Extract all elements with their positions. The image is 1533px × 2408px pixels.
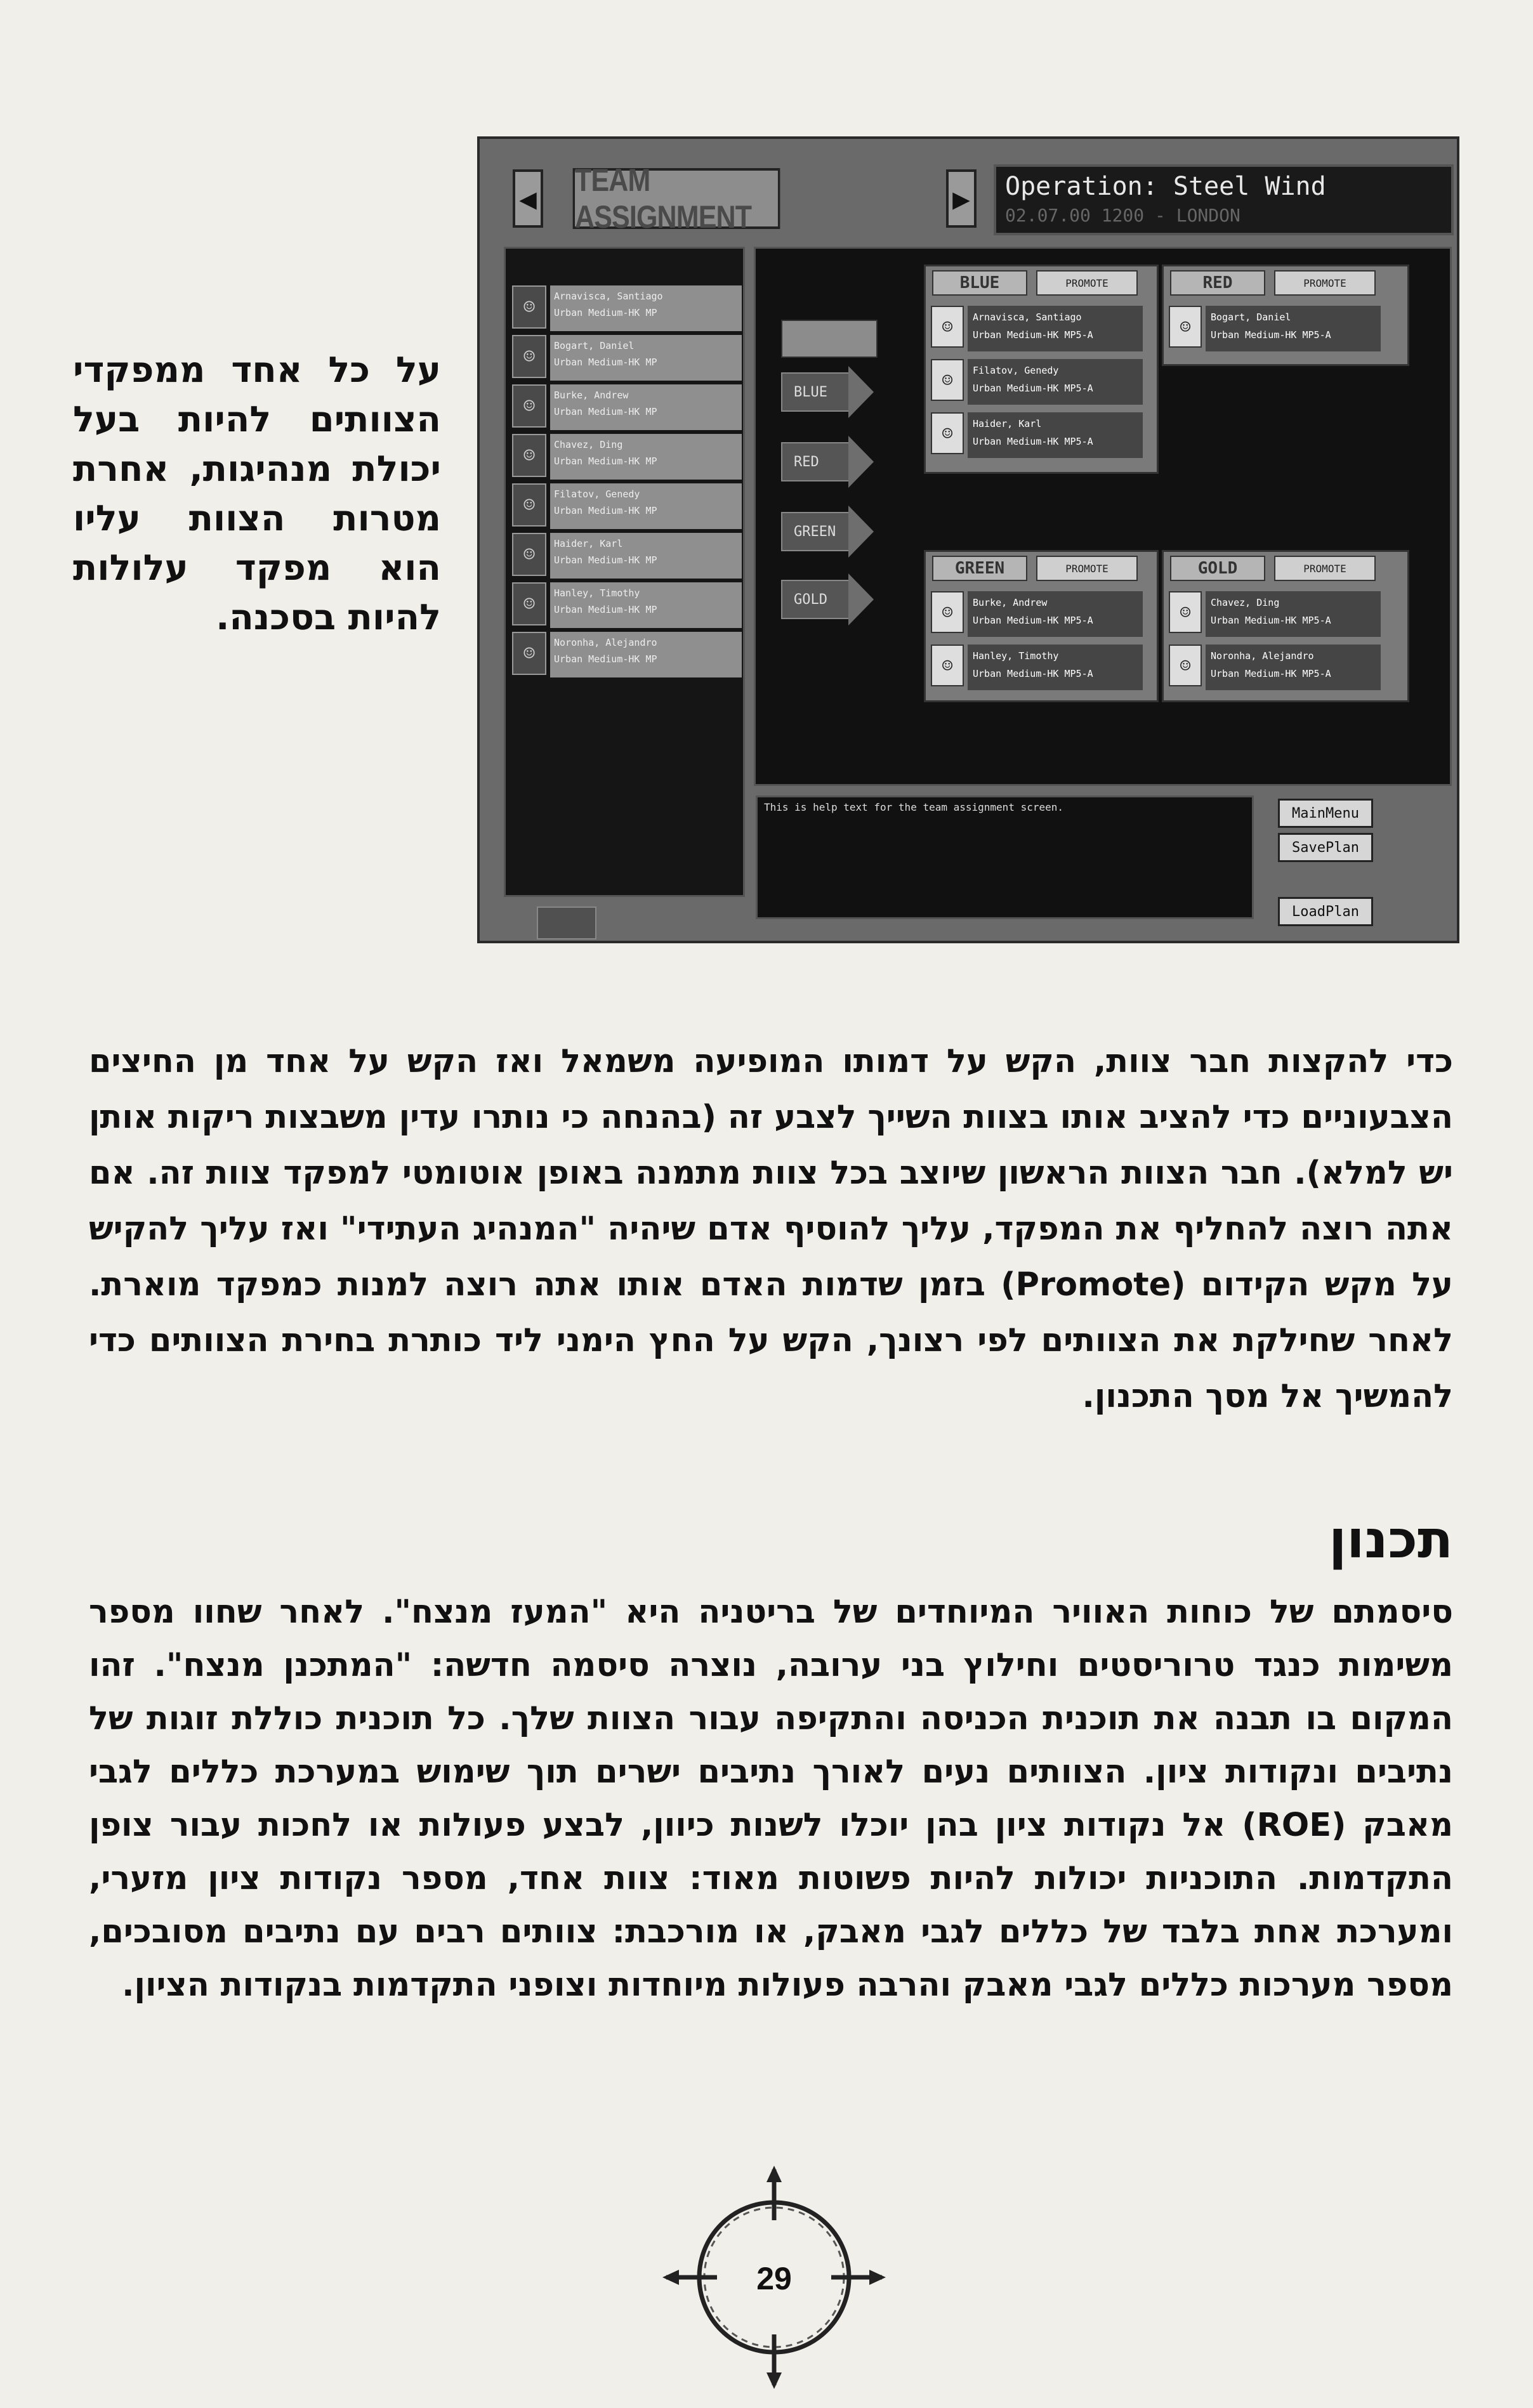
roster-name: Chavez, Ding [554,439,623,450]
member-name: Filatov, Genedy [973,365,1059,376]
soldier-portrait-icon: ☺ [931,412,964,454]
promote-button[interactable]: PROMOTE [1036,556,1138,581]
page-number-ornament [660,2163,888,2392]
member-name: Noronha, Alejandro [1211,650,1314,662]
team-member[interactable] [931,591,1143,637]
color-slot-blank [781,320,878,358]
team-header [1170,270,1376,296]
main-menu-button[interactable]: MainMenu [1278,799,1373,828]
roster-item-text [550,533,742,579]
promote-button[interactable]: PROMOTE [1036,270,1138,296]
roster-panel [504,247,745,897]
member-kit: Urban Medium-HK MP5-A [1211,615,1331,626]
roster-name: Haider, Karl [554,538,623,549]
roster-kit: Urban Medium-HK MP [554,505,657,516]
roster-name: Noronha, Alejandro [554,637,657,648]
roster-item-text [550,335,742,381]
roster-kit: Urban Medium-HK MP [554,653,657,665]
green-arrow-button[interactable] [781,506,876,558]
team-assignment-paragraph: כדי להקצות חבר צוות, הקש על דמותו המופיעה משמאל ואז הקש על אחד מן החיצים הצבעוניים כדי להציב אותו בצוות השייך לצבע זה (בהנחה כי נותרו עדין משבצות ריקות אותן יש למלא). חבר הצוות הראשון שיוצב בכל צוות מתמנה באופן אוטומטי למפקד צוות זה. אם אתה רוצה להחליף את המפקד, עליך להוסיף אדם שיהיה "המנהיג העתידי" ואז עליך להקיש על מקש הקידום (Promote) בזמן שדמות האדם אותו אתה רוצה למנות כמפקד מוארת. לאחר שחילקת את הצוותים לפי רצונך, הקש על החץ הימני ליד כותרת בחירת הצוותים כדי להמשיך אל מסך התכנון. [89,1043,1453,1415]
roster-item-text [550,285,742,331]
roster-item-text [550,632,742,677]
roster-kit: Urban Medium-HK MP [554,455,657,467]
soldier-portrait-icon: ☺ [512,434,546,477]
soldier-portrait-icon: ☺ [512,582,546,625]
member-text [968,591,1143,637]
roster-name: Arnavisca, Santiago [554,291,663,302]
team-member[interactable] [931,359,1143,405]
soldier-portrait-icon: ☺ [931,591,964,633]
soldier-portrait-icon: ☺ [512,483,546,527]
operation-title: Operation: Steel Wind [1005,172,1326,201]
soldier-portrait-icon: ☺ [931,359,964,401]
operation-subtitle: 02.07.00 1200 - LONDON [1005,205,1240,226]
member-name: Bogart, Daniel [1211,311,1291,323]
roster-item-text [550,483,742,529]
blue-arrow-button[interactable] [781,366,876,418]
roster-item[interactable] [512,582,742,628]
team-red-box [1162,265,1409,366]
roster-kit: Urban Medium-HK MP [554,307,657,318]
arrow-right-icon: ▶ [952,181,970,216]
roster-kit: Urban Medium-HK MP [554,604,657,615]
roster-item[interactable] [512,632,742,677]
soldier-portrait-icon: ☺ [512,533,546,576]
soldier-portrait-icon: ☺ [512,285,546,329]
blue-arrow-label: BLUE [781,372,850,412]
member-name: Haider, Karl [973,418,1042,429]
team-member[interactable] [1169,645,1381,690]
roster-item-text [550,384,742,430]
gold-arrow-button[interactable] [781,573,876,625]
roster-name: Burke, Andrew [554,389,629,401]
member-kit: Urban Medium-HK MP5-A [1211,668,1331,679]
member-kit: Urban Medium-HK MP5-A [973,329,1093,341]
team-header [932,556,1138,581]
roster-item[interactable] [512,533,742,579]
member-kit: Urban Medium-HK MP5-A [1211,329,1331,341]
soldier-portrait-icon: ☺ [512,335,546,378]
soldier-portrait-icon: ☺ [1169,645,1202,686]
member-kit: Urban Medium-HK MP5-A [973,436,1093,447]
team-member[interactable] [931,306,1143,351]
load-plan-button[interactable]: LoadPlan [1278,897,1373,926]
operation-info [994,164,1454,235]
save-plan-button[interactable]: SavePlan [1278,833,1373,862]
screenshot-caption: על כל אחד ממפקדי הצוותים להיות בעל יכולת מנהיגות, אחרת מטרות הצוות עליו הוא מפקד עלולות להיות בסכנה. [73,350,441,638]
team-gold-box [1162,550,1409,702]
team-name: BLUE [932,270,1027,296]
member-text [968,359,1143,405]
roster-name: Filatov, Genedy [554,488,640,500]
roster-kit: Urban Medium-HK MP [554,406,657,417]
red-arrow-label: RED [781,442,850,481]
team-header [1170,556,1376,581]
team-member[interactable] [931,645,1143,690]
member-kit: Urban Medium-HK MP5-A [973,383,1093,394]
member-text [968,645,1143,690]
member-kit: Urban Medium-HK MP5-A [973,615,1093,626]
roster-kit: Urban Medium-HK MP [554,554,657,566]
member-name: Burke, Andrew [973,597,1048,608]
roster-item[interactable] [512,434,742,480]
soldier-portrait-icon: ☺ [931,306,964,348]
roster-item-text [550,434,742,480]
teams-panel [754,247,1452,786]
member-text [1206,591,1381,637]
screen-title: TEAM ASSIGNMENT [573,168,780,229]
member-name: Hanley, Timothy [973,650,1059,662]
soldier-portrait-icon: ☺ [1169,306,1202,348]
page-number: 29 [756,2261,792,2296]
roster-list [512,285,742,681]
roster-item[interactable] [512,483,742,529]
lower-tab [537,906,596,939]
team-member[interactable] [1169,591,1381,637]
team-member[interactable] [1169,306,1381,351]
roster-name: Hanley, Timothy [554,587,640,599]
promote-button[interactable]: PROMOTE [1274,270,1376,296]
arrow-tip-icon [848,436,874,488]
soldier-portrait-icon: ☺ [512,632,546,675]
planning-heading: תכנון [1329,1510,1453,1570]
team-name: GREEN [932,556,1027,581]
team-name: GOLD [1170,556,1265,581]
arrow-left-icon: ◀ [519,181,537,216]
prev-screen-button[interactable] [513,169,543,228]
roster-item-text [550,582,742,628]
arrow-tip-icon [848,506,874,558]
help-text-box: This is help text for the team assignment screen. [756,795,1254,919]
next-screen-button[interactable] [946,169,977,228]
soldier-portrait-icon: ☺ [931,645,964,686]
member-text [968,306,1143,351]
roster-item[interactable] [512,384,742,430]
soldier-portrait-icon: ☺ [1169,591,1202,633]
roster-item[interactable] [512,335,742,381]
roster-item[interactable] [512,285,742,331]
member-name: Arnavisca, Santiago [973,311,1082,323]
member-text [968,412,1143,458]
gold-arrow-label: GOLD [781,580,850,619]
green-arrow-label: GREEN [781,512,850,551]
team-assignment-screenshot [477,136,1459,943]
member-text [1206,645,1381,690]
promote-button[interactable]: PROMOTE [1274,556,1376,581]
team-blue-box [924,265,1159,474]
arrow-tip-icon [848,366,874,418]
roster-name: Bogart, Daniel [554,340,635,351]
member-name: Chavez, Ding [1211,597,1280,608]
member-text [1206,306,1381,351]
arrow-tip-icon [848,573,874,625]
team-name: RED [1170,270,1265,296]
red-arrow-button[interactable] [781,436,876,488]
team-header [932,270,1138,296]
team-member[interactable] [931,412,1143,458]
soldier-portrait-icon: ☺ [512,384,546,428]
planning-paragraph: סיסמתם של כוחות האוויר המיוחדים של בריטניה היא "המעז מנצח". לאחר שחוו מספר משימות כנגד טרוריסטים וחילוץ בני ערובה, נוצרה סיסמה חדשה: "המתכנן מנצח". זהו המקום בו תבנה את תוכנית הכניסה והתקיפה עבור הצוות שלך. כל תוכנית כוללת זוגות של נתיבים ונקודות ציון. הצוותים נעים לאורך נתיבים ישרים תוך שימוש במערכת כללים לגבי מאבק (ROE) אל נקודות ציון בהן יוכלו לשנות כיוון, לבצע פעולות או לחכות עבור צופן התקדמות. התוכניות יכולות להיות פשוטות מאוד: צוות אחד, מספר נקודות ציון מזערי, ומערכת אחת בלבד של כללים לגבי מאבק, או מורכבת: צוותים רבים עם נתיבים מסובכים, מספר מערכות כללים לגבי מאבק והרבה פעולות מיוחדות וצופני התקדמות בנקודות הציון. [89,1593,1453,2004]
member-kit: Urban Medium-HK MP5-A [973,668,1093,679]
team-green-box [924,550,1159,702]
roster-kit: Urban Medium-HK MP [554,357,657,368]
